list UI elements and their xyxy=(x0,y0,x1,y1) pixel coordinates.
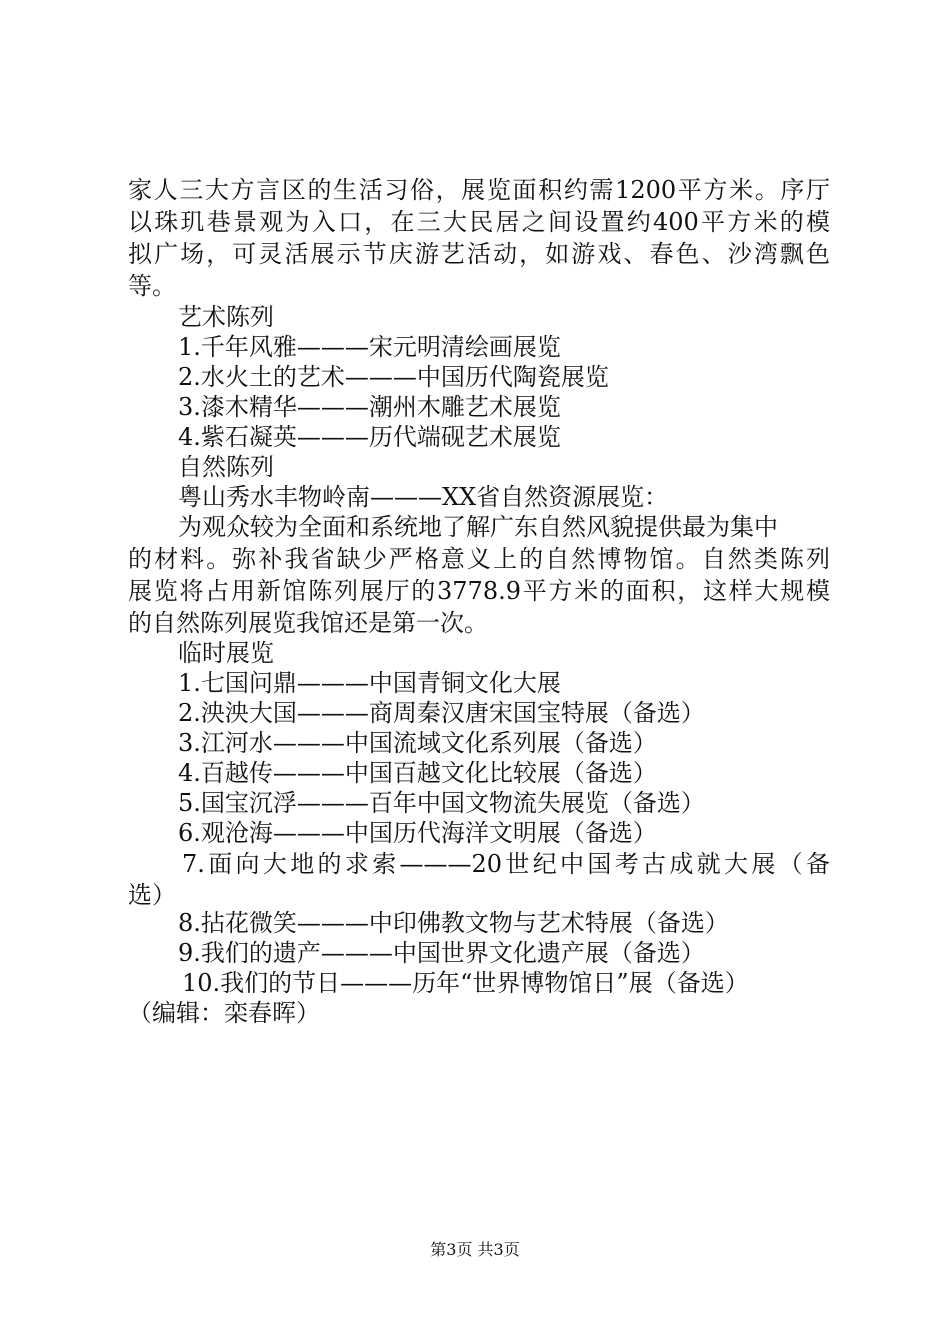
section-heading-nature: 自然陈列 xyxy=(178,453,274,481)
nature-exhibition-title: 粤山秀水丰物岭南———XX省自然资源展览： xyxy=(178,483,669,511)
list-item: 3.漆木精华———潮州木雕艺术展览 xyxy=(178,393,561,421)
list-item: 1.千年风雅———宋元明清绘画展览 xyxy=(178,333,561,361)
paragraph-line: 等。 xyxy=(128,272,176,300)
section-heading-art: 艺术陈列 xyxy=(178,303,274,331)
page-number-footer: 第3页 共3页 xyxy=(430,1240,520,1259)
list-item: 9.我们的遗产———中国世界文化遗产展（备选） xyxy=(178,939,705,967)
list-item: 2.水火土的艺术———中国历代陶瓷展览 xyxy=(178,363,609,391)
paragraph-line: 的自然陈列展览我馆还是第一次。 xyxy=(128,609,488,637)
list-item: 8.拈花微笑———中印佛教文物与艺术特展（备选） xyxy=(178,909,729,937)
list-item: 6.观沧海———中国历代海洋文明展（备选） xyxy=(178,819,657,847)
editor-credit: （编辑：栾春晖） xyxy=(128,999,320,1027)
paragraph-line: 拟广场，可灵活展示节庆游艺活动，如游戏、春色、沙湾飘色 xyxy=(128,240,830,268)
paragraph-line: 家人三大方言区的生活习俗，展览面积约需1200平方米。序厅 xyxy=(128,176,830,204)
list-item: 4.紫石凝英———历代端砚艺术展览 xyxy=(178,423,561,451)
list-item: 10.我们的节日———历年“世界博物馆日”展（备选） xyxy=(182,969,749,997)
list-item: 2.泱泱大国———商周秦汉唐宋国宝特展（备选） xyxy=(178,699,705,727)
list-item: 5.国宝沉浮———百年中国文物流失展览（备选） xyxy=(178,789,705,817)
list-item: 7.面向大地的求索———20世纪中国考古成就大展（备 xyxy=(182,850,830,878)
list-item: 1.七国问鼎———中国青铜文化大展 xyxy=(178,669,561,697)
paragraph-line: 为观众较为全面和系统地了解广东自然风貌提供最为集中 xyxy=(178,513,778,541)
section-heading-temporary: 临时展览 xyxy=(178,639,274,667)
paragraph-line: 展览将占用新馆陈列展厅的3778.9平方米的面积，这样大规模 xyxy=(128,577,830,605)
paragraph-line: 的材料。弥补我省缺少严格意义上的自然博物馆。自然类陈列 xyxy=(128,545,830,573)
list-item: 4.百越传———中国百越文化比较展（备选） xyxy=(178,759,657,787)
list-item-continuation: 选） xyxy=(128,881,176,909)
paragraph-line: 以珠玑巷景观为入口，在三大民居之间设置约400平方米的模 xyxy=(128,208,830,236)
list-item: 3.江河水———中国流域文化系列展（备选） xyxy=(178,729,657,757)
